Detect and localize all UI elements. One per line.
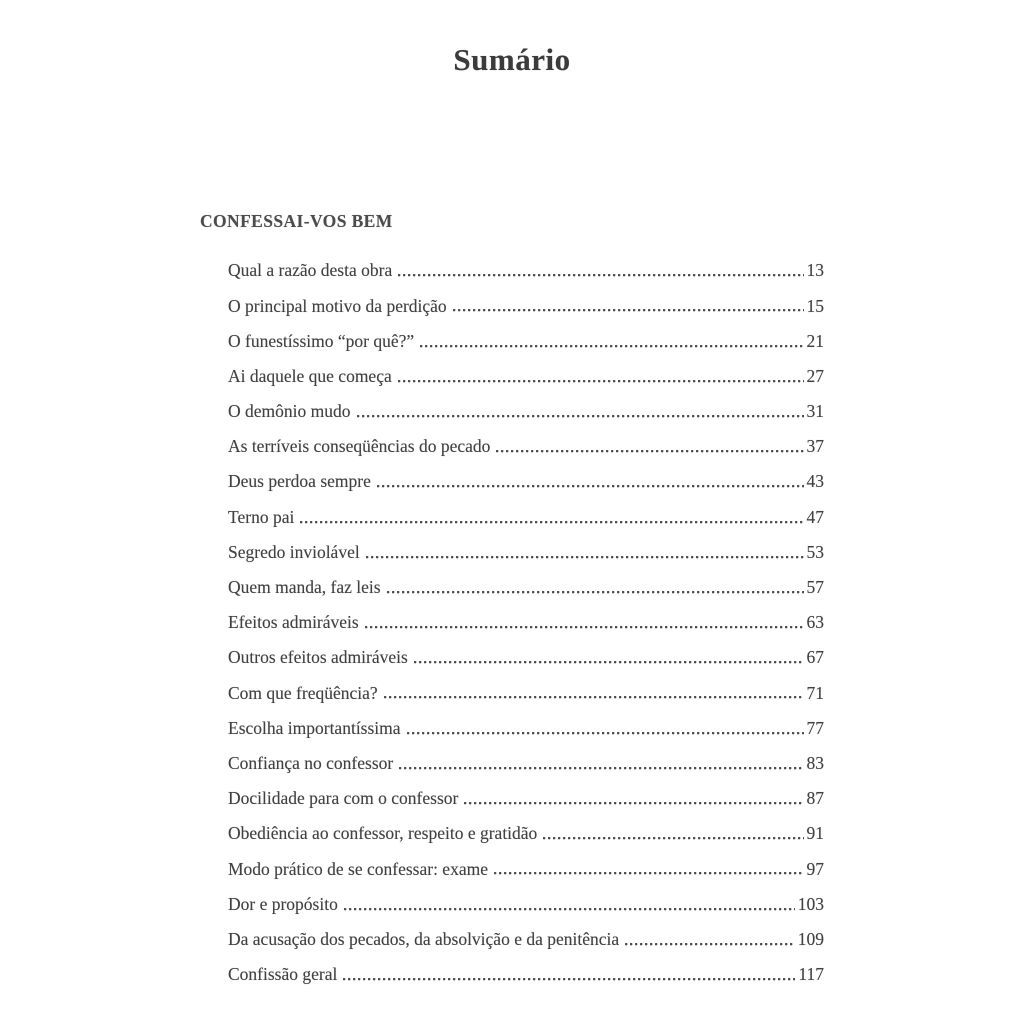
toc-entry-title: Com que freqüência? — [228, 682, 378, 703]
toc-entry-page-number: 37 — [806, 436, 824, 457]
toc-entry-page-number: 53 — [806, 541, 824, 562]
toc-entry-title: Segredo inviolável — [228, 541, 360, 562]
toc-entry-title: O principal motivo da perdição — [228, 295, 447, 316]
toc-entry-page-number: 43 — [806, 471, 824, 492]
toc-entry — [200, 458, 824, 493]
page-title: Sumário — [453, 42, 571, 77]
toc-entry-title: Escolha importantíssima — [228, 717, 401, 738]
toc-entry-title: Efeitos admiráveis — [228, 612, 359, 633]
dot-leader — [365, 612, 804, 634]
toc-list — [200, 247, 824, 986]
toc-entry-title: O demônio mudo — [228, 401, 351, 422]
toc-entry-page-number: 77 — [806, 717, 824, 738]
toc-entry-title: Outros efeitos admiráveis — [228, 647, 408, 668]
toc-entry-title: Qual a razão desta obra — [228, 260, 393, 281]
toc-entry — [200, 353, 824, 388]
toc-entry-page-number: 31 — [806, 401, 824, 422]
toc-entry-page-number: 109 — [797, 928, 824, 949]
dot-leader — [387, 577, 804, 599]
toc-entry — [200, 951, 824, 986]
toc-entry-title: O funestíssimo “por quê?” — [228, 330, 415, 351]
toc-entry-page-number: 21 — [806, 330, 824, 351]
toc-entry — [200, 317, 824, 352]
toc-entry — [200, 880, 824, 915]
toc-entry-page-number: 63 — [806, 612, 824, 633]
toc-entry — [200, 845, 824, 880]
toc-entry-title: Da acusação dos pecados, da absolvição e da penitência — [228, 928, 620, 949]
toc-entry-title: Terno pai — [228, 506, 295, 527]
toc-entry-title: As terríveis conseqüências do pecado — [228, 436, 491, 457]
dot-leader — [407, 718, 804, 740]
toc-entry — [200, 564, 824, 599]
dot-leader — [420, 331, 803, 353]
toc-entry-page-number: 117 — [798, 964, 824, 985]
toc-entry — [200, 669, 824, 704]
dot-leader — [496, 436, 803, 458]
toc-entry — [200, 916, 824, 951]
toc-entry — [200, 810, 824, 845]
dot-leader — [543, 823, 803, 845]
dot-leader — [414, 647, 804, 669]
toc-entry — [200, 775, 824, 810]
toc-entry-page-number: 13 — [806, 260, 824, 281]
table-of-contents — [200, 211, 824, 986]
toc-entry — [200, 493, 824, 528]
dot-leader — [357, 401, 804, 423]
dot-leader — [625, 929, 795, 951]
toc-entry-page-number: 103 — [797, 893, 824, 914]
toc-entry-page-number: 91 — [806, 823, 824, 844]
dot-leader — [398, 366, 804, 388]
dot-leader — [366, 542, 804, 564]
toc-entry-title: Confissão geral — [228, 964, 338, 985]
dot-leader — [343, 964, 795, 986]
toc-section-heading: CONFESSAI-VOS BEM — [200, 211, 393, 231]
toc-entry-title: Modo prático de se confessar: exame — [228, 858, 488, 879]
toc-entry-title: Confiança no confessor — [228, 752, 394, 773]
dot-leader — [344, 894, 795, 916]
toc-entry-page-number: 57 — [806, 577, 824, 597]
toc-entry-title: Ai daquele que começa — [228, 365, 392, 386]
dot-leader — [399, 753, 803, 775]
dot-leader — [453, 296, 804, 318]
toc-entry — [200, 740, 824, 775]
toc-entry-title: Deus perdoa sempre — [228, 471, 371, 492]
toc-entry — [200, 423, 824, 458]
toc-entry-page-number: 15 — [806, 295, 824, 316]
toc-entry — [200, 599, 824, 634]
toc-entry — [200, 388, 824, 423]
toc-entry — [200, 529, 824, 564]
dot-leader — [398, 260, 803, 282]
toc-entry-page-number: 83 — [806, 752, 824, 773]
dot-leader — [464, 788, 803, 810]
toc-entry-page-number: 67 — [806, 647, 824, 668]
toc-entry-page-number: 87 — [806, 788, 824, 809]
toc-entry-title: Obediência ao confessor, respeito e gratidão — [228, 823, 538, 844]
toc-entry — [200, 282, 824, 317]
toc-entry — [200, 704, 824, 739]
toc-entry-title: Docilidade para com o confessor — [228, 788, 459, 809]
toc-entry-title: Dor e propósito — [228, 893, 338, 914]
dot-leader — [300, 507, 803, 529]
dot-leader — [384, 683, 804, 705]
toc-entry-page-number: 71 — [806, 682, 824, 703]
dot-leader — [494, 859, 804, 881]
toc-entry-title: Quem manda, faz leis — [228, 577, 381, 597]
toc-entry-page-number: 47 — [806, 506, 824, 527]
dot-leader — [377, 471, 804, 493]
toc-entry-page-number: 97 — [806, 858, 824, 879]
toc-entry — [200, 247, 824, 282]
toc-entry-page-number: 27 — [806, 365, 824, 386]
toc-entry — [200, 634, 824, 669]
